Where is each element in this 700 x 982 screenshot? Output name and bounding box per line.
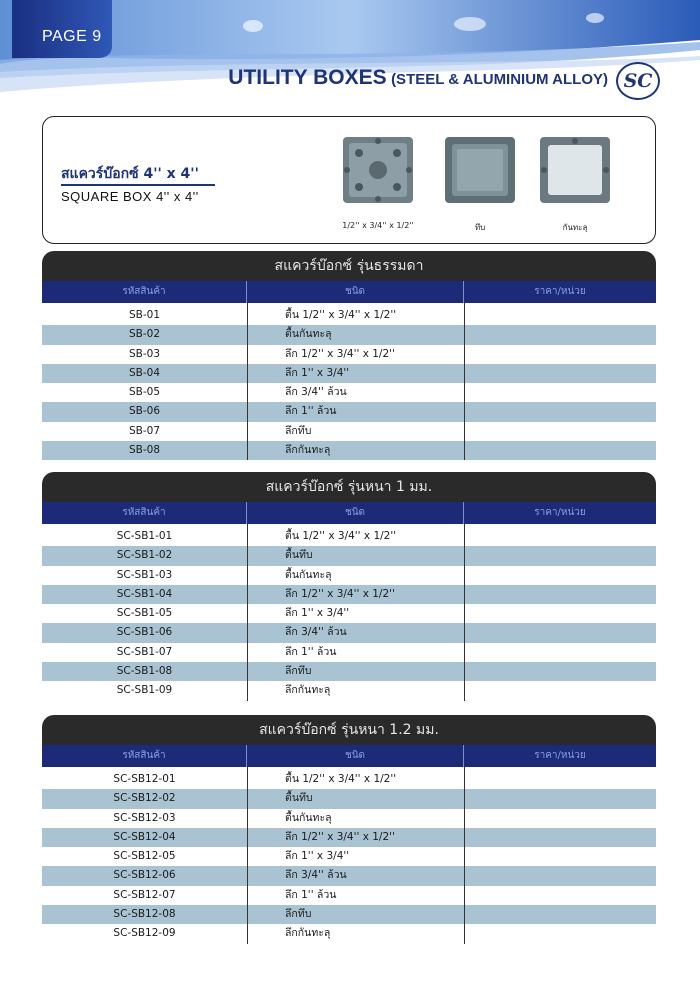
column-header-code: รหัสสินค้า: [42, 502, 247, 524]
table-row: [42, 789, 656, 808]
product-type: ลึกทึบ: [285, 665, 312, 678]
product-price: [464, 527, 656, 546]
product-info-card: [42, 116, 656, 244]
product-price: [464, 306, 656, 325]
title-main: UTILITY BOXES: [228, 66, 387, 89]
table-body: [42, 303, 656, 460]
product-code: SB-01: [128, 309, 161, 321]
product-code: SC-SB1-07: [116, 645, 173, 658]
product-price: [464, 422, 656, 441]
product-price: [464, 905, 656, 924]
product-type: ลึก 1/2'' x 3/4'' x 1/2'': [285, 587, 395, 600]
product-code: SC-SB1-05: [116, 607, 173, 620]
product-price: [464, 441, 656, 460]
product-code: SB-03: [128, 347, 161, 360]
sc-logo: SC: [616, 62, 660, 100]
table-header-row: [42, 502, 656, 524]
product-code: SC-SB12-02: [113, 792, 176, 805]
product-price: [464, 585, 656, 604]
product-price: [464, 383, 656, 402]
column-header-price: ราคา/หน่วย: [534, 750, 586, 761]
product-type: ตื้นกันทะลุ: [285, 568, 332, 581]
product-type: ตื้น 1/2'' x 3/4'' x 1/2'': [285, 309, 397, 321]
table-title: สแควร์บ๊อกซ์ รุ่นหนา 1.2 มม.: [42, 715, 656, 745]
price-table-1mm: [42, 472, 656, 701]
table-row: [42, 383, 656, 402]
product-type: ตื้น 1/2'' x 3/4'' x 1/2'': [285, 773, 397, 785]
table-body: [42, 524, 656, 701]
product-price: [464, 546, 656, 565]
product-name-english: SQUARE BOX 4'' x 4'': [61, 189, 199, 204]
product-price: [464, 886, 656, 905]
product-code: SC-SB12-09: [113, 927, 176, 940]
product-price: [464, 566, 656, 585]
page-number: PAGE 9: [42, 28, 102, 45]
column-header-type: ชนิด: [247, 745, 464, 767]
product-type: ตื้นกันทะลุ: [285, 811, 332, 824]
product-type: ลึก 1'' x 3/4'': [285, 850, 350, 863]
product-code: SB-07: [128, 424, 161, 437]
product-type: ลึก 1'' ล้วน: [285, 645, 337, 658]
product-code: SC-SB12-05: [113, 850, 176, 863]
product-code: SB-08: [128, 444, 161, 457]
table-row: [42, 604, 656, 623]
product-code: SC-SB1-02: [116, 549, 173, 562]
product-type: ลึก 1/2'' x 3/4'' x 1/2'': [285, 830, 395, 843]
header-wave-graphic: [0, 0, 700, 110]
product-price: [464, 828, 656, 847]
page-title: [228, 66, 608, 90]
table-row: [42, 809, 656, 828]
caption-throughhole: กันทะลุ: [562, 223, 588, 232]
table-row: [42, 422, 656, 441]
product-code: SB-02: [128, 328, 161, 341]
product-price: [464, 809, 656, 828]
product-code: SB-04: [128, 366, 161, 379]
table-row: [42, 585, 656, 604]
product-type: ลึกกันทะลุ: [285, 444, 331, 457]
product-type: ลึก 1'' ล้วน: [285, 888, 337, 901]
price-table-1-2mm: [42, 715, 656, 944]
table-row: [42, 847, 656, 866]
product-price: [464, 924, 656, 943]
product-type: ลึก 1'' ล้วน: [285, 405, 337, 418]
product-type: ตื้น 1/2'' x 3/4'' x 1/2'': [285, 530, 397, 542]
product-code: SC-SB1-08: [116, 665, 173, 678]
column-header-price: ราคา/หน่วย: [534, 507, 586, 518]
product-code: SC-SB1-06: [116, 626, 173, 639]
product-price: [464, 325, 656, 344]
table-row: [42, 546, 656, 565]
table-row: [42, 828, 656, 847]
table-row: [42, 886, 656, 905]
product-code: SC-SB1-09: [116, 684, 173, 697]
product-type: ลึก 3/4'' ล้วน: [285, 869, 347, 882]
table-row: [42, 681, 656, 700]
product-type: ลึกกันทะลุ: [285, 684, 331, 697]
product-type: ตื้นทึบ: [285, 549, 313, 562]
product-type: ลึกทึบ: [285, 908, 312, 921]
product-type: ลึก 1/2'' x 3/4'' x 1/2'': [285, 347, 395, 360]
table-row: [42, 364, 656, 383]
column-header-type: ชนิด: [247, 502, 464, 524]
table-row: [42, 325, 656, 344]
product-code: SC-SB12-01: [113, 773, 176, 785]
table-row: [42, 770, 656, 789]
product-price: [464, 770, 656, 789]
product-type: ลึกกันทะลุ: [285, 927, 331, 940]
product-type: ลึก 1'' x 3/4'': [285, 366, 350, 379]
product-price: [464, 604, 656, 623]
product-type: ลึก 1'' x 3/4'': [285, 607, 350, 620]
product-type: ลึก 3/4'' ล้วน: [285, 386, 347, 399]
product-type: ลึกทึบ: [285, 424, 312, 437]
table-row: [42, 527, 656, 546]
product-name-thai: สแควร์บ๊อกซ์ 4'' x 4'': [61, 166, 199, 182]
table-row: [42, 662, 656, 681]
column-header-code: รหัสสินค้า: [42, 745, 247, 767]
product-code: SC-SB1-01: [116, 530, 173, 542]
table-row: [42, 441, 656, 460]
product-code: SC-SB12-07: [113, 888, 176, 901]
column-header-code: รหัสสินค้า: [42, 281, 247, 303]
title-sub: (STEEL & ALUMINIUM ALLOY): [391, 71, 608, 88]
table-row: [42, 924, 656, 943]
product-code: SC-SB12-03: [113, 811, 176, 824]
table-body: [42, 767, 656, 944]
table-row: [42, 623, 656, 642]
table-title: สแควร์บ๊อกซ์ รุ่นธรรมดา: [42, 251, 656, 281]
table-row: [42, 566, 656, 585]
product-code: SC-SB1-04: [116, 587, 173, 600]
table-title: สแควร์บ๊อกซ์ รุ่นหนา 1 มม.: [42, 472, 656, 502]
table-header-row: [42, 281, 656, 303]
product-type: ตื้นกันทะลุ: [285, 328, 332, 341]
product-price: [464, 866, 656, 885]
caption-solid: ทึบ: [474, 223, 486, 232]
square-box-knockout-image: [341, 135, 415, 205]
square-box-solid-image: [443, 135, 517, 205]
product-price: [464, 364, 656, 383]
product-code: SB-06: [128, 405, 161, 418]
product-code: SB-05: [128, 386, 161, 399]
page-header: [0, 0, 700, 110]
product-price: [464, 681, 656, 700]
table-row: [42, 306, 656, 325]
product-price: [464, 623, 656, 642]
price-table-standard: [42, 251, 656, 460]
column-header-price: ราคา/หน่วย: [534, 286, 586, 297]
table-row: [42, 866, 656, 885]
column-header-type: ชนิด: [247, 281, 464, 303]
table-row: [42, 402, 656, 421]
product-name-underline: [61, 184, 215, 186]
product-code: SC-SB12-06: [113, 869, 176, 882]
table-row: [42, 643, 656, 662]
product-price: [464, 789, 656, 808]
product-price: [464, 345, 656, 364]
product-code: SC-SB1-03: [116, 568, 173, 581]
square-box-throughhole-image: [538, 135, 612, 205]
caption-knockout: 1/2'' x 3/4'' x 1/2'': [342, 221, 414, 230]
product-type: ลึก 3/4'' ล้วน: [285, 626, 347, 639]
product-type: ตื้นทึบ: [285, 792, 313, 805]
product-price: [464, 662, 656, 681]
table-row: [42, 905, 656, 924]
product-price: [464, 402, 656, 421]
product-price: [464, 643, 656, 662]
product-code: SC-SB12-04: [113, 830, 176, 843]
product-price: [464, 847, 656, 866]
table-header-row: [42, 745, 656, 767]
table-row: [42, 345, 656, 364]
product-code: SC-SB12-08: [113, 908, 176, 921]
